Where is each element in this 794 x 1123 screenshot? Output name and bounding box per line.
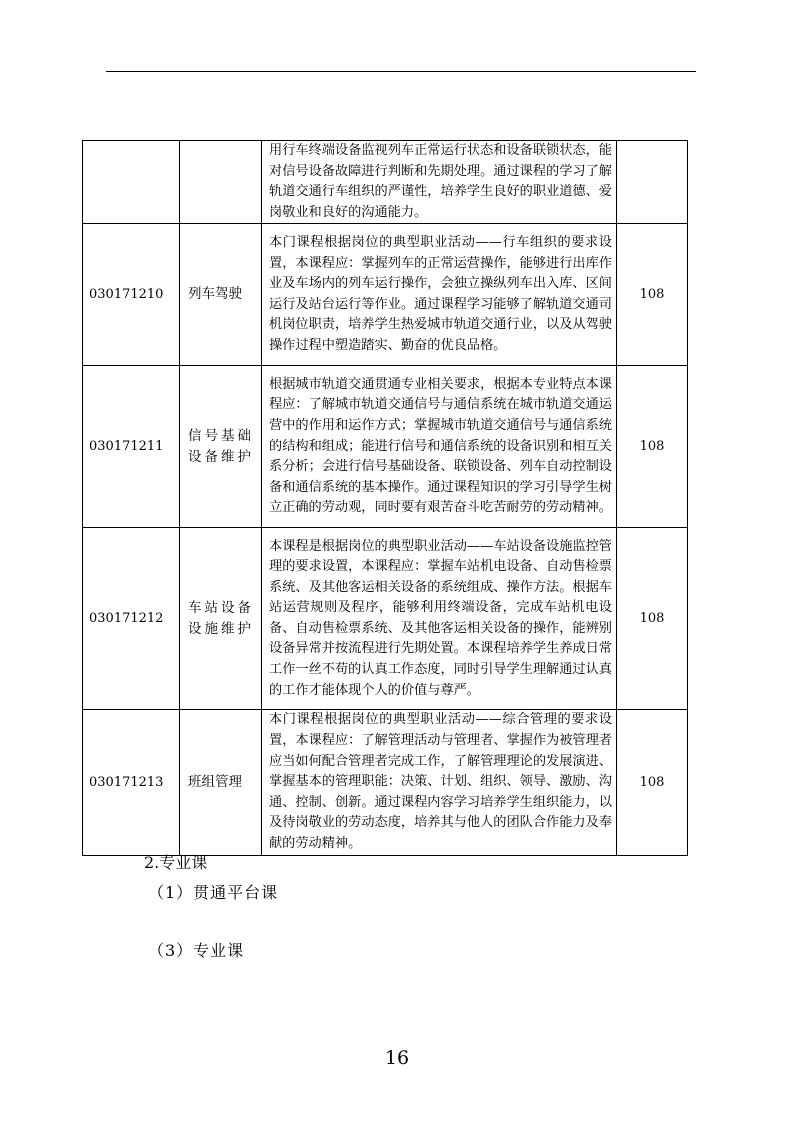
table-row — [83, 528, 688, 710]
section-heading: 2.专业课 — [144, 853, 208, 872]
course-name-cell: 班组管理 — [180, 710, 262, 855]
course-hours-cell — [617, 141, 688, 224]
course-code-cell: 030171211 — [83, 366, 180, 528]
table-row — [83, 710, 688, 855]
course-description-cell: 本门课程根据岗位的典型职业活动——行车组织的要求设置，本课程应：掌握列车的正常运营操作，能够进行出库作业及车场内的列车运行操作，会独立操纵列车出入库、区间运行及站台运行等作业。通过课程学习能够了解轨道交通司机岗位职责，培养学生热爱城市轨道交通行业，以及从驾驶操作过程中塑造踏实、勤奋的优良品格。 — [262, 224, 617, 366]
subsection-major-courses: （3）专业课 — [148, 941, 245, 960]
course-code-cell — [83, 141, 180, 224]
course-hours-cell: 108 — [617, 710, 688, 855]
course-name-cell: 信号基础设备维护 — [180, 366, 262, 528]
course-description-cell: 本门课程根据岗位的典型职业活动——综合管理的要求设置，本课程应：了解管理活动与管理者、掌握作为被管理者应当如何配合管理者完成工作，了解管理理论的发展演进、掌握基本的管理职能：决策、计划、组织、领导、激励、沟通、控制、创新。通过课程内容学习培养学生组织能力，以及待岗敬业的劳动态度，培养其与他人的团队合作能力及奉献的劳动精神。 — [262, 710, 617, 855]
course-name-cell — [180, 141, 262, 224]
course-description-cell: 本课程是根据岗位的典型职业活动——车站设备设施监控管理的要求设置，本课程应：掌握车站机电设备、自动售检票系统、及其他客运相关设备的系统组成、操作方法。根据车站运营规则及程序，能够利用终端设备，完成车站机电设备、自动售检票系统、及其他客运相关设备的操作，能辨别设备异常并按流程进行先期处置。本课程培养学生养成日常工作一丝不苟的认真工作态度，同时引导学生理解通过认真的工作才能体现个人的价值与尊严。 — [262, 528, 617, 710]
course-code-cell: 030171213 — [83, 710, 180, 855]
page-number: 16 — [384, 1047, 410, 1069]
course-hours-cell: 108 — [617, 528, 688, 710]
course-description-cell: 根据城市轨道交通贯通专业相关要求，根据本专业特点本课程应：了解城市轨道交通信号与通信系统在城市轨道交通运营中的作用和运作方式；掌握城市轨道交通信号与通信系统的结构和组成；能进行信号和通信系统的设备识别和相互关系分析；会进行信号基础设备、联锁设备、列车自动控制设备和通信系统的基本操作。通过课程知识的学习引导学生树立正确的劳动观，同时要有艰苦奋斗吃苦耐劳的劳动精神。 — [262, 366, 617, 528]
subsection-platform-courses: （1）贯通平台课 — [148, 883, 279, 902]
course-code-cell: 030171212 — [83, 528, 180, 710]
table-row — [83, 366, 688, 528]
course-table — [82, 140, 688, 856]
table-row — [83, 141, 688, 224]
course-name-cell: 车站设备设施维护 — [180, 528, 262, 710]
course-description-cell: 用行车终端设备监视列车正常运行状态和设备联锁状态，能对信号设备故障进行判断和先期处理。通过课程的学习了解轨道交通行车组织的严谨性，培养学生良好的职业道德、爱岗敬业和良好的沟通能力。 — [262, 141, 617, 224]
course-name-cell: 列车驾驶 — [180, 224, 262, 366]
table-row — [83, 224, 688, 366]
course-hours-cell: 108 — [617, 366, 688, 528]
course-code-cell: 030171210 — [83, 224, 180, 366]
course-hours-cell: 108 — [617, 224, 688, 366]
header-rule — [106, 71, 696, 72]
